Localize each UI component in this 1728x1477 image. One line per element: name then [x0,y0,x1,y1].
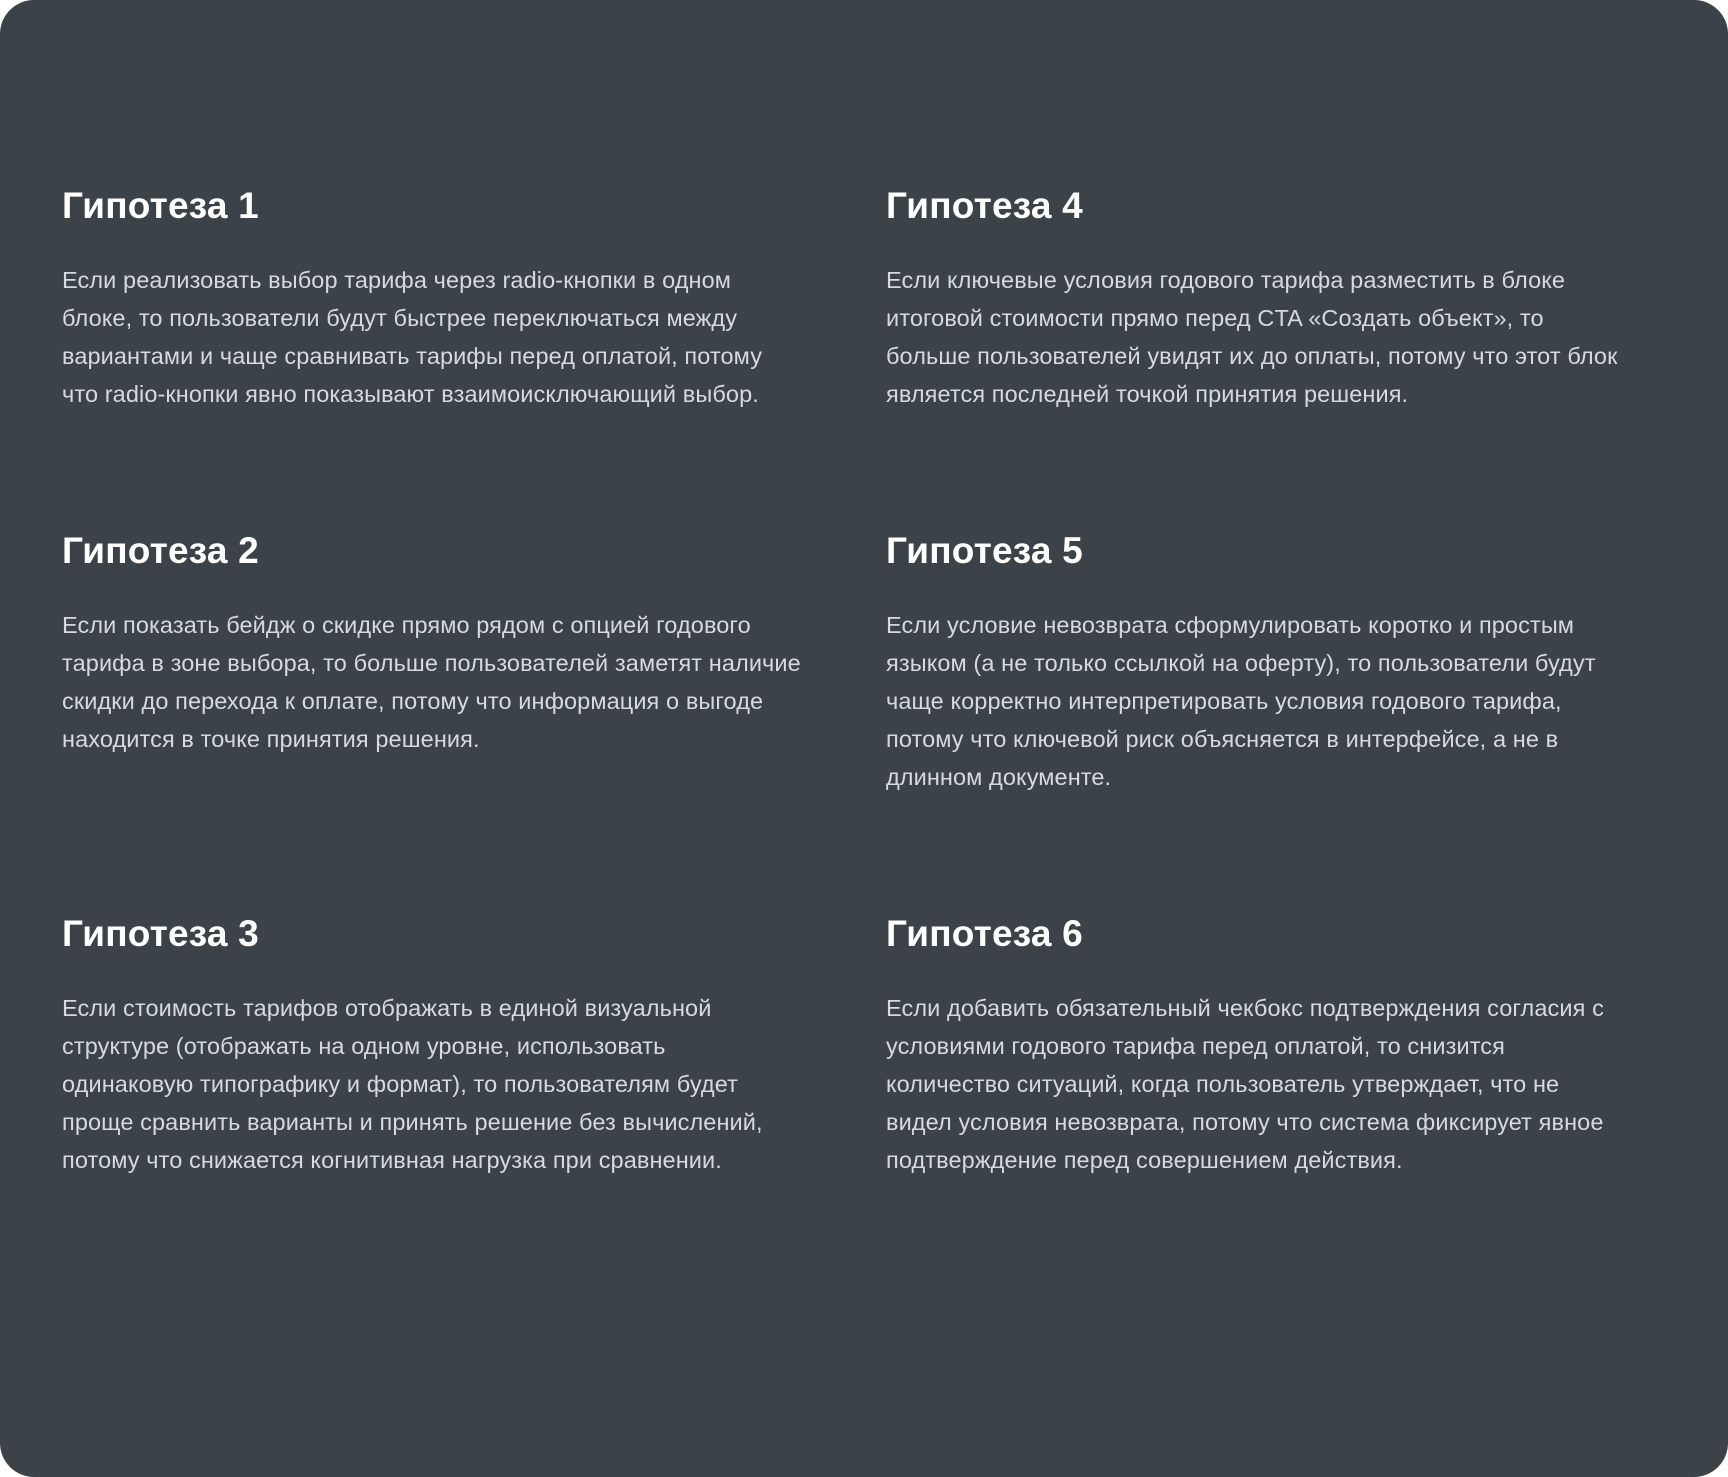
hypothesis-card-4 [886,186,1626,413]
hypothesis-text: Если ключевые условия годового тарифа разместить в блоке итоговой стоимости прямо перед CTA «Создать объект», то больше пользователей увидят их до оплаты, потому что этот блок является последней точкой принятия решения. [886,266,1618,407]
hypothesis-title: Гипотеза 5 [886,529,1083,571]
hypothesis-text: Если показать бейдж о скидке прямо рядом с опцией годового тарифа в зоне выбора, то больше пользователей заметят наличие скидки до перехода к оплате, потому что информация о выгоде находится в точке принятия решения. [62,611,801,752]
hypothesis-title: Гипотеза 2 [62,529,259,571]
hypothesis-card-3 [62,914,802,1179]
hypothesis-title: Гипотеза 1 [62,185,259,226]
hypothesis-text: Если стоимость тарифов отображать в единой визуальной структуре (отображать на одном уровне, использовать одинаковую типографику и формат), то пользователям будет проще сравнить варианты и принять решение без вычислений, потому что снижается когнитивная нагрузка при сравнении. [62,994,763,1173]
hypotheses-grid [62,186,1666,1179]
hypothesis-card-5 [886,531,1626,796]
hypothesis-text: Если добавить обязательный чекбокс подтверждения согласия с условиями годового тарифа перед оплатой, то снизится количество ситуаций, когда пользователь утверждает, что не видел условия невозврата, потому что система фиксирует явное подтверждение перед совершением действия. [886,994,1604,1173]
hypothesis-card-2 [62,531,802,796]
hypothesis-title: Гипотеза 6 [886,912,1083,954]
hypothesis-title: Гипотеза 4 [886,185,1083,226]
hypothesis-text: Если условие невозврата сформулировать коротко и простым языком (а не только ссылкой на оферту), то пользователи будут чаще корректно интерпретировать условия годового тарифа, потому что ключевой риск объясняется в интерфейсе, а не в длинном документе. [886,611,1596,790]
hypothesis-text: Если реализовать выбор тарифа через radio-кнопки в одном блоке, то пользователи будут быстрее переключаться между вариантами и чаще сравнивать тарифы перед оплатой, потому что radio-кнопки явно показывают взаимоисключающий выбор. [62,266,763,407]
hypothesis-card-6 [886,914,1626,1179]
hypothesis-title: Гипотеза 3 [62,912,259,954]
hypothesis-card-1 [62,186,802,413]
